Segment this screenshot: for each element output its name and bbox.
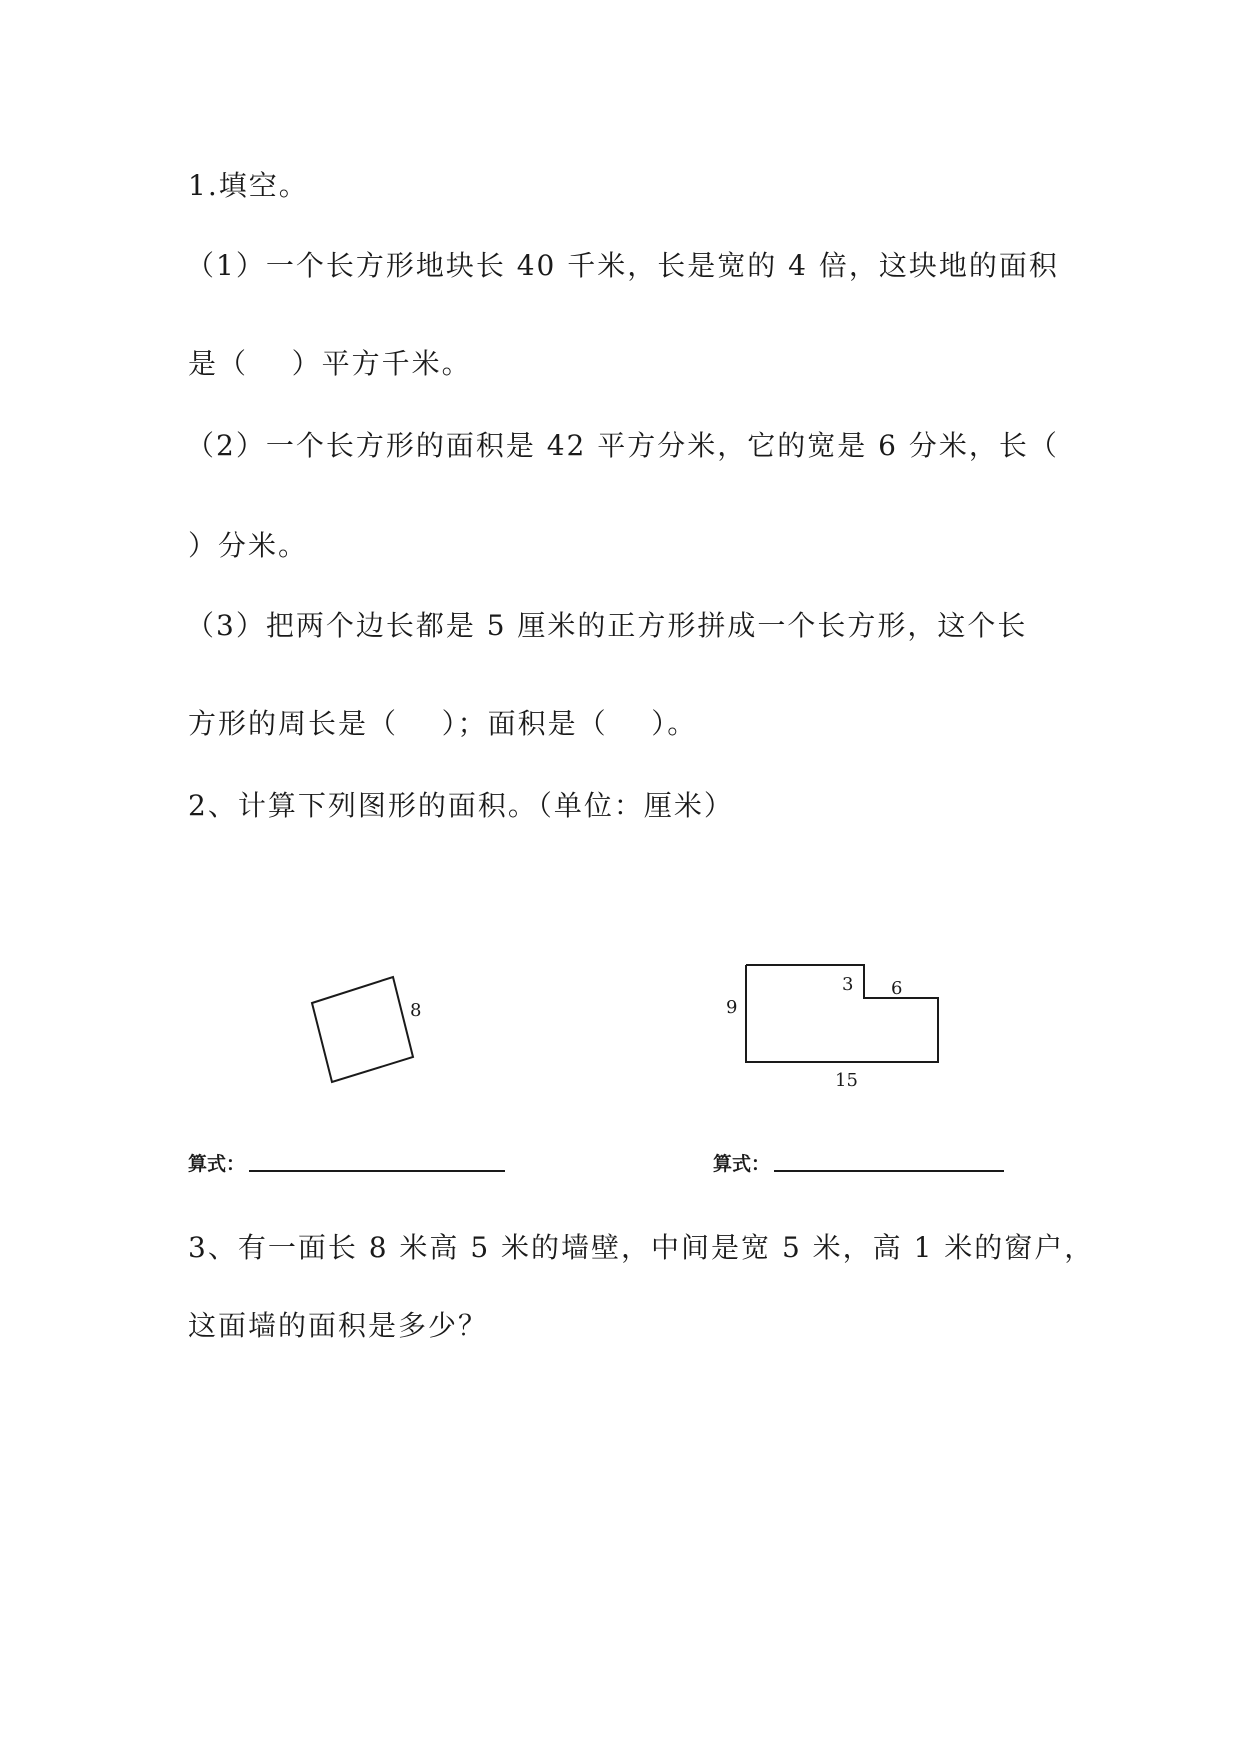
q1-item3-line2: 方形的周长是（ ）；面积是（ ）。	[188, 707, 698, 740]
notch-width-label: 6	[891, 978, 903, 999]
composite-rectangle-figure	[720, 955, 950, 1095]
square-side-label: 8	[410, 1000, 422, 1021]
q1-item1-line1: （1）一个长方形地块长 40 千米，长是宽的 4 倍，这块地的面积	[186, 249, 1059, 282]
notch-depth-label: 3	[842, 974, 854, 995]
q1-item3-line1: （3）把两个边长都是 5 厘米的正方形拼成一个长方形，这个长	[186, 609, 1028, 642]
q1-item2-line1: （2）一个长方形的面积是 42 平方分米，它的宽是 6 分米，长（	[186, 429, 1059, 462]
square-outline	[312, 977, 413, 1082]
formula-right	[713, 1148, 1004, 1178]
height-label: 9	[726, 997, 738, 1018]
q1-item2-line2: ）分米。	[188, 529, 309, 562]
formula-left	[188, 1148, 505, 1178]
formula-label: 算式：	[713, 1153, 771, 1175]
answer-blank[interactable]	[249, 1148, 505, 1172]
rotated-square-figure	[300, 960, 450, 1090]
q3-line1: 3、有一面长 8 米高 5 米的墙壁，中间是宽 5 米，高 1 米的窗户，	[188, 1231, 1095, 1264]
q1-item1-line2: 是（ ）平方千米。	[188, 347, 472, 380]
answer-blank[interactable]	[774, 1148, 1004, 1172]
bottom-label: 15	[835, 1070, 858, 1091]
formula-label: 算式：	[188, 1153, 246, 1175]
q2-title: 2、计算下列图形的面积。（单位：厘米）	[188, 789, 734, 822]
q1-title: 1.填空。	[188, 169, 309, 202]
q3-line2: 这面墙的面积是多少？	[188, 1309, 489, 1342]
